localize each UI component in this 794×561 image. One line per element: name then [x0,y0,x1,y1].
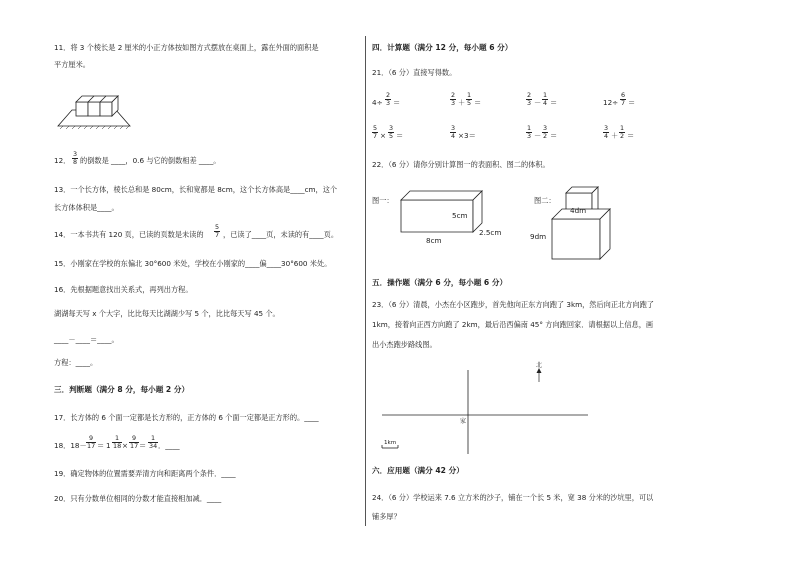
scale-label: 1km [384,440,397,446]
question-13-line1: 13．一个长方体，棱长总和是 80cm，长和宽都是 8cm，这个长方体高是____cm，这个 [54,185,338,194]
fraction-denominator: 5 [389,132,394,140]
question-21: 21．（6 分）直接写得数。 [372,68,457,77]
equals-sign: ＝ [97,441,105,450]
fraction-denominator: 7 [621,99,626,107]
question-23-line3: 出小杰跑步路线图。 [372,340,437,349]
calc-fraction [542,92,548,107]
fraction-numerator: 5 [373,124,378,132]
times-sign: × [122,441,129,450]
calc-fraction [372,125,378,140]
question-17: 17．长方体的 6 个面一定都是长方形的，正方体的 6 个面一定都是正方形的。____ [54,413,319,422]
question-24-line1: 24．（6 分）学校运来 7.6 立方米的沙子，铺在一个长 5 米，宽 38 分米的沙坑里，可以 [372,493,654,502]
calc-fraction [450,92,456,107]
fraction-numerator: 2 [451,91,456,99]
section-5-heading: 五．操作题（满分 6 分，每小题 6 分） [372,278,508,287]
calc-prefix: 4÷ [372,98,383,107]
question-13-line2: 长方体体积是____。 [54,203,119,212]
calc-equals: ＝ [550,131,558,140]
fraction-1-18 [112,435,122,450]
calc-fraction [526,125,532,140]
fraction-9-17-b [129,435,139,450]
calc-prefix: 12÷ [603,98,619,107]
calc-operator: ＋ [458,98,466,107]
fraction-numerator: 1 [112,435,122,443]
fraction-denominator: 4 [604,132,609,140]
dimension-2-5cm: 2.5cm [479,228,502,237]
stacked-cubes-figure-2 [548,183,618,263]
question-16-blanks: ____－____＝____。 [54,335,119,344]
section-3-heading: 三．判断题（满分 8 分，每小题 2 分） [54,385,190,394]
calc-fraction [526,92,532,107]
fraction-denominator: 4 [451,132,456,140]
cube-stack-figure [56,88,136,130]
question-20: 20．只有分数单位相同的分数才能直接相加减．____ [54,494,222,503]
figure-2-label: 图二： [534,196,556,205]
fraction-1-34 [148,435,158,450]
calc-fraction [620,92,626,107]
north-label: 北 [536,362,543,369]
fraction-numerator: 3 [543,124,548,132]
fraction-denominator: 2 [620,132,625,140]
fraction-denominator: 2 [543,132,548,140]
calc-fraction [603,125,609,140]
question-18-prefix: 18．18－ [54,441,87,450]
fraction-numerator: 9 [129,435,139,443]
calc-fraction [619,125,625,140]
whole-one: 1 [106,441,111,450]
section-4-heading: 四．计算题（满分 12 分，每小题 6 分） [372,43,513,52]
question-12-prefix: 12． [54,156,71,165]
fraction-denominator: 17 [87,442,96,450]
fraction-numerator: 1 [467,91,472,99]
calc-equals: ＝ [393,98,401,107]
question-23-line1: 23．（6 分）清晨，小杰在小区跑步，首先他向正东方向跑了 3km，然后向正北方向跑了 [372,300,654,309]
fraction-denominator: 3 [451,99,456,107]
fraction-numerator: 3 [73,150,78,158]
calc-equals: ＝ [550,98,558,107]
fraction-denominator: 18 [113,442,122,450]
fraction-denominator: 34 [149,442,158,450]
question-11-line2: 平方厘米。 [54,60,90,69]
fraction-numerator: 1 [620,124,625,132]
fraction-numerator: 9 [86,435,96,443]
fraction-denominator: 4 [543,99,548,107]
calc-equals: ＝ [628,98,636,107]
question-16-line2: 湖湖每天写 x 个大字，比比每天比湖湖少写 5 个，比比每天写 45 个。 [54,309,280,318]
fraction-3-8 [72,151,78,166]
fraction-denominator: 5 [467,99,472,107]
fraction-denominator: 3 [527,132,532,140]
fraction-numerator: 1 [148,435,158,443]
equals-sign-2: ＝ [139,441,147,450]
question-14-text-b: ，已读了____页，未读的有____页。 [223,230,339,239]
column-divider [365,36,366,526]
question-24-line2: 铺多厚？ [372,512,401,521]
fraction-denominator: 17 [130,442,139,450]
fraction-denominator: 7 [215,231,220,239]
route-map-axes [376,360,616,460]
calc-fraction [385,92,391,107]
question-14-text-a: 14．一本书共有 120 页，已读的页数是未读的 [54,230,204,239]
calc-operator: － [534,98,542,107]
fraction-numerator: 2 [527,91,532,99]
fraction-numerator: 2 [386,91,391,99]
calc-fraction [450,125,456,140]
calc-operator: － [534,131,542,140]
question-23-line2: 1km，接着向正西方向跑了 2km，最后沿西偏南 45° 方向跑回家．请根据以上信息，画 [372,320,654,329]
fraction-denominator: 7 [373,132,378,140]
calc-equals: ＝ [474,98,482,107]
home-label: 家 [460,418,467,425]
question-22: 22．（6 分）请你分别计算图一的表面积、图二的体积。 [372,160,550,169]
figure-1-label: 图一： [372,196,394,205]
fraction-numerator: 3 [389,124,394,132]
fraction-denominator: 3 [386,99,391,107]
dimension-9dm: 9dm [530,232,547,241]
fraction-9-17 [86,435,96,450]
dimension-5cm: 5cm [452,211,468,220]
calc-operator: ×3＝ [458,131,476,140]
question-15: 15．小刚家在学校的东偏北 30°600 米处，学校在小刚家的____偏____30°600 米处。 [54,259,332,268]
question-11-line1: 11．将 3 个棱长是 2 厘米的小正方体按如图方式摆放在桌面上，露在外面的面积是 [54,43,319,52]
fraction-denominator: 3 [527,99,532,107]
fraction-numerator: 1 [543,91,548,99]
fraction-numerator: 3 [451,124,456,132]
question-16-line1: 16．先根据题意找出关系式，再列出方程。 [54,285,193,294]
calc-fraction [466,92,472,107]
question-19: 19．确定物体的位置需要弄清方向和距离两个条件．____ [54,469,236,478]
calc-equals: ＝ [396,131,404,140]
calc-operator: × [380,131,387,140]
question-18-blank: ．____ [158,441,180,450]
question-16-equation: 方程：____。 [54,358,98,367]
fraction-numerator: 1 [527,124,532,132]
calc-fraction [542,125,548,140]
calc-equals: ＝ [627,131,635,140]
dimension-4dm: 4dm [570,206,587,215]
fraction-5-7 [214,224,220,239]
fraction-numerator: 5 [215,223,220,231]
section-6-heading: 六．应用题（满分 42 分） [372,466,464,475]
fraction-numerator: 6 [621,91,626,99]
calc-fraction [388,125,394,140]
dimension-8cm: 8cm [426,236,442,245]
calc-operator: ＋ [611,131,619,140]
fraction-numerator: 3 [604,124,609,132]
fraction-denominator: 8 [73,158,78,166]
question-12-text: 的倒数是 ____，0.6 与它的倒数相差 ____。 [80,156,221,165]
